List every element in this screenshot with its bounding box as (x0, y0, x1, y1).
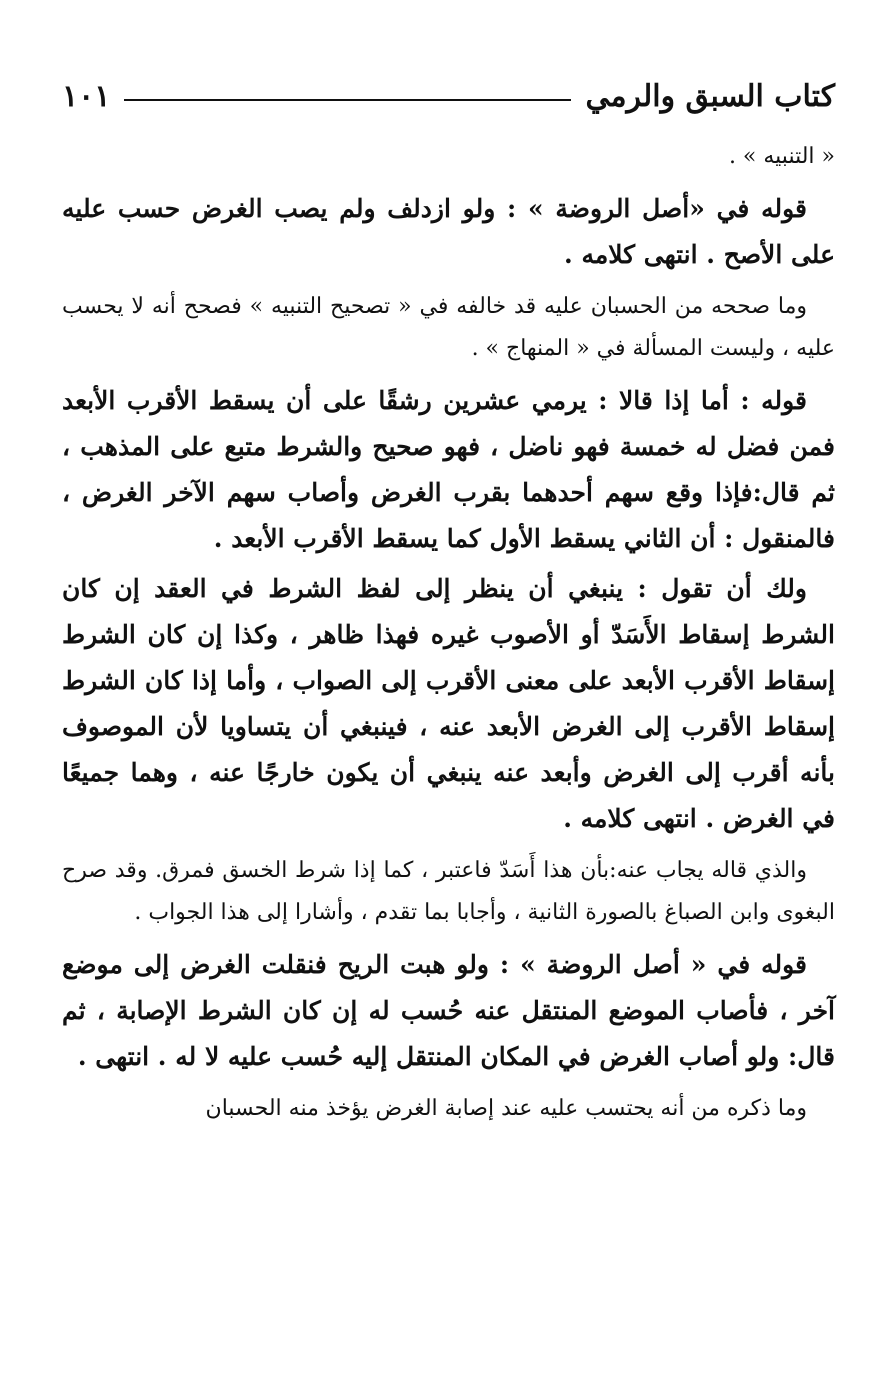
running-header (62, 72, 835, 120)
paragraph-comment-1: وما صححه من الحسبان عليه قد خالفه في « تصحيح التنبيه » فصحح أنه لا يحسب عليه ، وليست المسألة في « المنهاج » . (62, 294, 835, 361)
paragraph-quote-2: قوله : أما إذا قالا : يرمي عشرين رشقًا على أن يسقط الأقرب الأبعد فمن فضل له خمسة فهو ناضل ، فهو صحيح والشرط متبع على المذهب ، ثم قال:فإذا وقع سهم أحدهما بقرب الغرض وأصاب سهم الآخر الغرض ، فالمنقول : أن الثاني يسقط الأول كما يسقط الأقرب الأبعد . (62, 386, 835, 553)
paragraph-quote-3: ولك أن تقول : ينبغي أن ينظر إلى لفظ الشرط في العقد إن كان الشرط إسقاط الأَسَدّ أو الأصوب غيره فهذا ظاهر ، وكذا إن كان الشرط إسقاط الأقرب الأبعد على معنى الأقرب إلى الصواب ، وأما إذا كان الشرط إسقاط الأقرب إلى الغرض الأبعد عنه ، فينبغي أن يتساويا لأن الموصوف بأنه أقرب إلى الغرض وأبعد عنه ينبغي أن يكون خارجًا عنه ، وهما جميعًا في الغرض . انتهى كلامه . (62, 574, 835, 833)
paragraph-quote-rawda-2: قوله في « أصل الروضة » : ولو هبت الريح فنقلت الغرض إلى موضع آخر ، فأصاب الموضع المنتقل عنه حُسب له إن كان الشرط الإصابة ، ثم قال: ولو أصاب الغرض في المكان المنتقل إليه حُسب عليه لا له . انتهى . (62, 950, 835, 1071)
page-number: ١٠١ (62, 78, 111, 114)
paragraph-tanbih-ref: « التنبيه » . (728, 144, 835, 169)
paragraph-comment-3: وما ذكره من أنه يحتسب عليه عند إصابة الغرض يؤخذ منه الحسبان (205, 1096, 807, 1121)
paragraph-comment-2: والذي قاله يجاب عنه:بأن هذا أَسَدّ فاعتبر ، كما إذا شرط الخسق فمرق. وقد صرح البغوى وابن الصباغ بالصورة الثانية ، وأجابا بما تقدم ، وأشارا إلى هذا الجواب . (62, 858, 835, 925)
header-rule (124, 99, 571, 101)
body-text (62, 136, 835, 1130)
header-title: كتاب السبق والرمي (585, 78, 835, 114)
paragraph-quote-rawda-1: قوله في «أصل الروضة » : ولو ازدلف ولم يصب الغرض حسب عليه على الأصح . انتهى كلامه . (62, 194, 835, 269)
